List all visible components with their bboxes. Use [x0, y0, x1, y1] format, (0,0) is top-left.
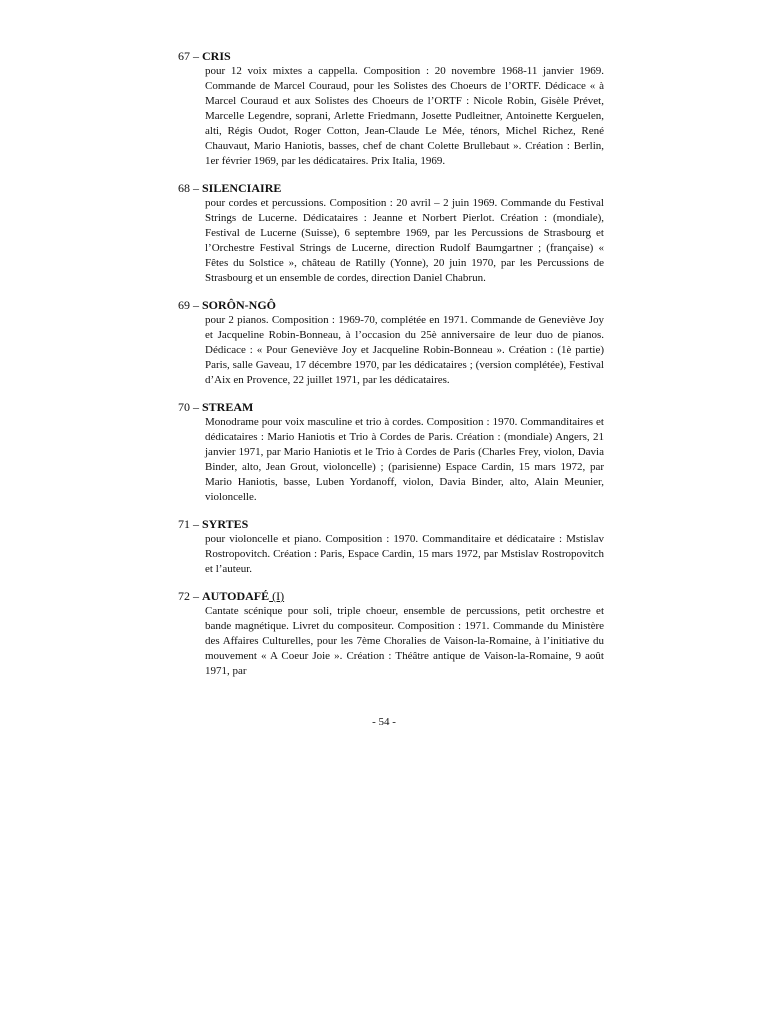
entry-heading — [178, 517, 604, 532]
entry-description: Cantate scénique pour soli, triple choeur, ensemble de percussions, petit orchestre et bande magnétique. Livret du compositeur. Composition : 1971. Commande du Ministère des Affaires Culturelles, pour les 7ème Choralies de Vaison-la-Romaine, à l’initiative du mouvement « A Coeur Joie ». Création : Théâtre antique de Vaison-la-Romaine, 9 août 1971, par — [205, 605, 604, 677]
entry-title-suffix: (I) — [269, 589, 285, 603]
entry-number: 69 – — [178, 298, 202, 312]
entry-number: 70 – — [178, 400, 202, 414]
entry-description: pour violoncelle et piano. Composition : 1970. Commanditaire et dédicataire : Mstislav Rostropovitch. Création : Paris, Espace Cardin, 15 mars 1972, par Mstislav Rostropovitch et l’auteur. — [205, 533, 604, 575]
entry-description: pour 12 voix mixtes a cappella. Composition : 20 novembre 1968-11 janvier 1969. Commande de Marcel Couraud, pour les Solistes des Choeurs de l’ORTF. Dédicace « à Marcel Couraud et aux Solistes des Choeurs de l’ORTF : Nicole Robin, Gisèle Prévet, Marcelle Legendre, soprani, Arlette Friedmann, Josette Pudleitner, Antoinette Kerguelen, alti, Régis Oudot, Roger Cotton, Jean-Claude Le Mée, ténors, Michel Richez, René Chauvaut, Mario Haniotis, basses, chef de chant Colette Brullebaut ». Création : Berlin, 1er février 1969, par les dédicataires. Prix Italia, 1969. — [205, 65, 604, 167]
entry-number: 68 – — [178, 181, 202, 195]
entry-heading — [178, 298, 604, 313]
entry-title: AUTODAFÉ — [202, 589, 270, 603]
entry-description: pour 2 pianos. Composition : 1969-70, complétée en 1971. Commande de Geneviève Joy et Jacqueline Robin-Bonneau, à l’occasion du 25è anniversaire de leur duo de pianos. Dédicace : « Pour Geneviève Joy et Jacqueline Robin-Bonneau ». Création : (1è partie) Paris, salle Gaveau, 17 décembre 1970, par les dédicataires ; (version complétée), Festival d’Aix en Provence, 22 juillet 1971, par les dédicataires. — [205, 314, 604, 386]
catalog-entry-68 — [178, 181, 604, 286]
entry-number: 72 – — [178, 589, 202, 603]
entry-heading — [178, 181, 604, 196]
entry-heading — [178, 589, 604, 604]
entry-description: pour cordes et percussions. Composition : 20 avril – 2 juin 1969. Commande du Festival Strings de Lucerne. Dédicataires : Jeanne et Norbert Pierlot. Création : (mondiale), Festival de Lucerne (Suisse), 6 septembre 1969, par les Percussions de Strasbourg et l’Orchestre Festival Strings de Lucerne, direction Rudolf Baumgartner ; (française) « Fêtes du Solstice », château de Ratilly (Yonne), 20 juin 1970, par les Percussions de Strasbourg et un ensemble de cordes, direction Daniel Chabrun. — [205, 197, 604, 284]
entry-title: SYRTES — [202, 517, 249, 531]
catalog-entry-69 — [178, 298, 604, 388]
entry-title: CRIS — [202, 49, 231, 63]
entry-description: Monodrame pour voix masculine et trio à cordes. Composition : 1970. Commanditaires et dédicataires : Mario Haniotis et Trio à Cordes de Paris. Création : (mondiale) Angers, 21 janvier 1971, par Mario Haniotis et le Trio à Cordes de Paris (Charles Frey, violon, Davia Binder, alto, Jean Grout, violoncelle) ; (parisienne) Espace Cardin, 15 mars 1972, par Mario Haniotis, basse, Luben Yordanoff, violon, Davia Binder, alto, Alain Meunier, violoncelle. — [205, 416, 604, 503]
entry-number: 67 – — [178, 49, 202, 63]
entry-heading — [178, 49, 604, 64]
page-number: - 54 - — [372, 716, 396, 728]
catalog-entries — [178, 49, 604, 691]
entry-heading — [178, 400, 604, 415]
entry-title: SILENCIAIRE — [202, 181, 282, 195]
catalog-entry-70 — [178, 400, 604, 505]
catalog-entry-72 — [178, 589, 604, 679]
catalog-entry-67 — [178, 49, 604, 169]
entry-title: SORÔN-NGÔ — [202, 298, 277, 312]
entry-title: STREAM — [202, 400, 254, 414]
entry-number: 71 – — [178, 517, 202, 531]
catalog-entry-71 — [178, 517, 604, 577]
